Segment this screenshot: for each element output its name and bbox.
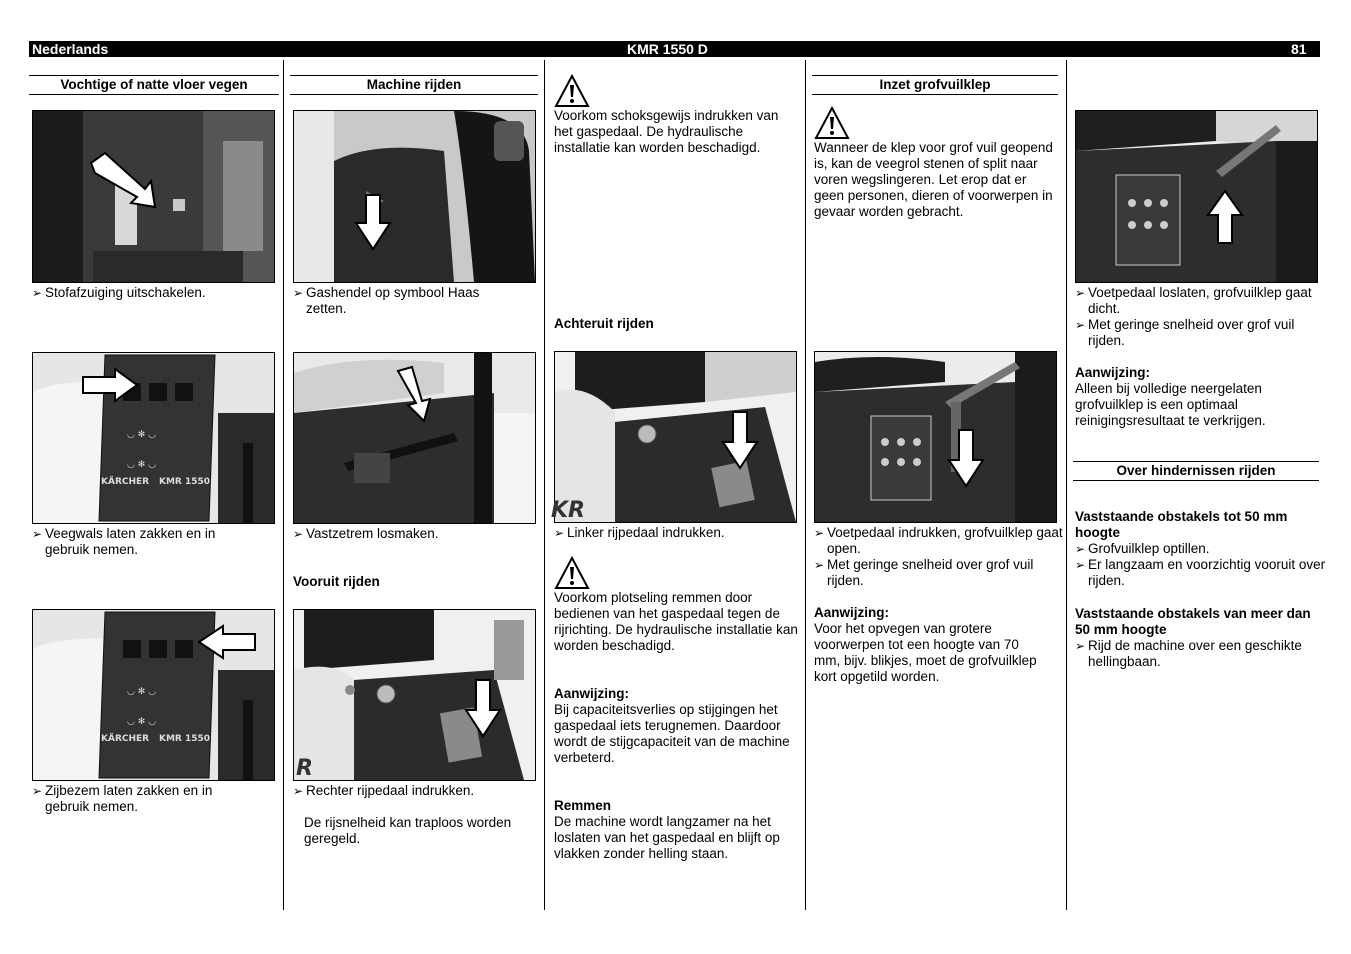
svg-text:◡ ✻ ◡: ◡ ✻ ◡	[127, 460, 156, 470]
photo-right-pedal	[293, 609, 536, 781]
column-divider	[805, 60, 806, 910]
section-title-obstacles: Over hindernissen rijden	[1073, 461, 1319, 481]
braking-text: De machine wordt langzamer na het loslaten van het gaspedaal en blijft op vlakken zonder helling staan.	[554, 814, 780, 861]
step-dust-off: ➢ Stofafzuiging uitschakelen.	[32, 285, 285, 301]
warning-icon	[814, 106, 850, 140]
speed-note: De rijsnelheid kan traploos worden geregeld.	[304, 815, 512, 846]
photo-throttle-lever	[293, 110, 536, 283]
subheading-obstacles-over-50: Vaststaande obstakels van meer dan 50 mm hoogte	[1075, 606, 1311, 637]
photo-control-panel-side-brush	[32, 609, 275, 781]
subheading-braking: Remmen	[554, 798, 612, 813]
svg-text:R: R	[296, 756, 313, 781]
photo-dust-extraction	[32, 110, 275, 283]
section-title-debris-flap: Inzet grofvuilklep	[812, 75, 1058, 95]
panel-brand: KÄRCHER	[101, 734, 150, 744]
step-left-pedal: ➢ Linker rijpedaal indrukken.	[554, 525, 807, 541]
page-number: 81	[1291, 41, 1307, 57]
warning-throttle-shock: Voorkom schoksgewijs indrukken van het gaspedaal. De hydraulische installatie kan worden beschadigd.	[554, 108, 779, 155]
subheading-reverse: Achteruit rijden	[554, 316, 654, 331]
step-lower-roller: ➢ Veegwals laten zakken en in gebruik nemen.	[32, 526, 255, 558]
note-large-objects: Voor het opvegen van grotere voorwerpen tot een hoogte van 70 mm, bijv. blikjes, moet de grofvuilklep kort opgetild worden.	[814, 621, 1037, 684]
section-title-driving: Machine rijden	[290, 75, 538, 95]
section-title-wet-floor: Vochtige of natte vloer vegen	[29, 75, 279, 95]
photo-control-panel-brush	[32, 352, 275, 524]
step-release-brake: ➢ Vastzetrem losmaken.	[293, 526, 546, 542]
header-model: KMR 1550 D	[627, 41, 708, 57]
note-optimal-result: Alleen bij volledige neergelaten grofvuilklep is een optimaal reinigingsresultaat te verkrijgen.	[1075, 381, 1266, 428]
header-language: Nederlands	[32, 41, 109, 57]
step-press-pedal: ➢ Voetpedaal indrukken, grofvuilklep gaat open.	[814, 525, 1067, 557]
step-use-ramp: ➢ Rijd de machine over een geschikte hellingbaan.	[1075, 638, 1333, 670]
photo-foot-pedal-up	[1075, 110, 1318, 283]
warning-icon	[554, 556, 590, 590]
subheading-obstacles-50: Vaststaande obstakels tot 50 mm hoogte	[1075, 509, 1288, 540]
photo-left-pedal	[551, 351, 797, 523]
warning-sudden-braking: Voorkom plotseling remmen door bedienen van het gaspedaal tegen de rijrichting. De hydraulische installatie kan worden beschadigd.	[554, 590, 798, 653]
svg-text:◡ ✻ ◡: ◡ ✻ ◡	[127, 687, 156, 697]
step-throttle-hare: ➢ Gashendel op symbool Haas zetten.	[293, 285, 521, 317]
note-title: Aanwijzing:	[814, 605, 889, 620]
step-release-pedal: ➢ Voetpedaal loslaten, grofvuilklep gaat dicht.	[1075, 285, 1328, 317]
step-right-pedal: ➢ Rechter rijpedaal indrukken.	[293, 783, 546, 799]
warning-icon	[554, 74, 590, 108]
step-drive-slow: ➢ Met geringe snelheid over grof vuil rijden.	[814, 557, 1067, 589]
step-drive-over: ➢ Er langzaam en voorzichtig vooruit over rijden.	[1075, 557, 1328, 589]
step-drive-slow: ➢ Met geringe snelheid over grof vuil rijden.	[1075, 317, 1333, 349]
note-slope-capacity: Bij capaciteitsverlies op stijgingen het gaspedaal iets terugnemen. Daardoor wordt de stijgcapaciteit van de machine verbeterd.	[554, 702, 790, 765]
step-lower-side-brush: ➢ Zijbezem laten zakken en in gebruik nemen.	[32, 783, 255, 815]
panel-brand: KÄRCHER	[101, 477, 150, 487]
panel-model: KMR 1550	[159, 477, 211, 487]
header-bar	[29, 41, 1320, 57]
warning-debris-flap: Wanneer de klep voor grof vuil geopend is, kan de veegrol stenen of split naar voren wegslingeren. Let erop dat er geen personen, dieren of voorwerpen in gevaar worden gebracht.	[814, 140, 1053, 219]
photo-parking-brake	[293, 352, 536, 524]
note-title: Aanwijzing:	[1075, 365, 1150, 380]
column-divider	[283, 60, 284, 910]
svg-text:KR: KR	[551, 498, 585, 523]
subheading-forward: Vooruit rijden	[293, 574, 380, 589]
note-title: Aanwijzing:	[554, 686, 629, 701]
column-divider	[1066, 60, 1067, 910]
svg-text:◡ ✻ ◡: ◡ ✻ ◡	[127, 430, 156, 440]
panel-model: KMR 1550	[159, 734, 211, 744]
step-lift-flap: ➢ Grofvuilklep optillen.	[1075, 541, 1328, 557]
svg-text:◡ ✻ ◡: ◡ ✻ ◡	[127, 717, 156, 727]
photo-foot-pedal-down	[814, 351, 1057, 523]
